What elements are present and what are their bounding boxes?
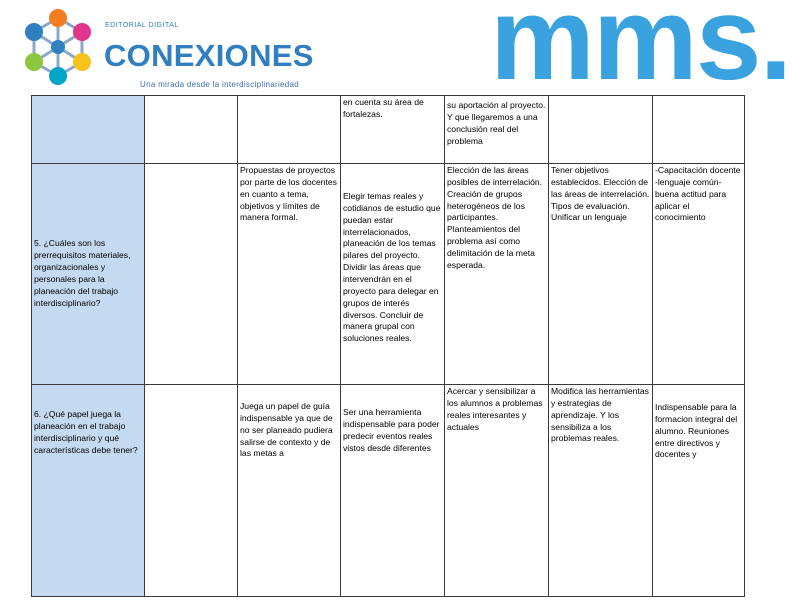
table-row bbox=[32, 164, 745, 385]
table-cell: Ser una herramienta indispensable para poder predecir eventos reales vistos desde diferentes bbox=[341, 385, 445, 597]
table-row bbox=[32, 385, 745, 597]
table-cell: Modifica las herramientas y estrategias de aprendizaje. Y los sensibiliza a los problemas reales. bbox=[549, 385, 653, 597]
table-cell: -Capacitación docente -lenguaje común-buena actitud para aplicar el conocimiento bbox=[653, 164, 745, 385]
table-cell: su aportación al proyecto. Y que llegaremos a una conclusión real del problema bbox=[445, 96, 549, 164]
question-cell bbox=[32, 96, 145, 164]
table-cell: en cuenta su área de fortalezas. bbox=[341, 96, 445, 164]
table-cell bbox=[238, 96, 341, 164]
table-cell: Acercar y sensibilizar a los alumnos a problemas reales interesantes y actuales bbox=[445, 385, 549, 597]
logo-node-center bbox=[51, 40, 65, 54]
logo-node-upper-right bbox=[73, 23, 91, 41]
logo-node-top bbox=[49, 9, 67, 27]
table-cell: Tener objetivos establecidos. Elección de las áreas de interrelación. Tipos de evaluación. Unificar un lenguaje bbox=[549, 164, 653, 385]
brand-title: CONEXIONES bbox=[104, 38, 314, 73]
table-cell bbox=[653, 96, 745, 164]
question-cell: 5. ¿Cuáles son los prerrequisitos materiales, organizacionales y personales para la planeación del trabajo interdisciplinario? bbox=[32, 164, 145, 385]
logo-node-lower-right bbox=[73, 53, 91, 71]
table-cell bbox=[549, 96, 653, 164]
logo-node-lower-left bbox=[25, 53, 43, 71]
table-cell bbox=[145, 385, 238, 597]
logo-node-upper-left bbox=[25, 23, 43, 41]
mms-watermark: mms. bbox=[490, 0, 791, 105]
question-cell: 6. ¿Qué papel juega la planeación en el trabajo interdisciplinario y qué características debe tener? bbox=[32, 385, 145, 597]
table-cell: Elegir temas reales y cotidianos de estudio que puedan estar interrelacionados, planeación de los temas pilares del proyecto. Dividir las áreas que intervendrán en el proyecto para delegar en grupos de interés diversos. Concluir de manera grupal con soluciones reales. bbox=[341, 164, 445, 385]
edition-label: EDITORIAL DIGITAL bbox=[105, 22, 179, 29]
table-cell bbox=[145, 164, 238, 385]
table-cell: Juega un papel de guía indispensable ya que de no ser planeado pudiera salirse de contexto y de las metas a bbox=[238, 385, 341, 597]
table-cell: Propuestas de proyectos por parte de los docentes en cuanto a tema, objetivos y límites de manera formal. bbox=[238, 164, 341, 385]
planning-table bbox=[31, 95, 745, 597]
brand-tagline: Una mirada desde la interdisciplinariedad bbox=[140, 80, 300, 89]
table-cell: Elección de las áreas posibles de interrelación. Creación de grupos heterogéneos de los participantes. Planteamientos del problema así como delimitación de la meta esperada. bbox=[445, 164, 549, 385]
logo-node-bottom bbox=[49, 67, 67, 85]
table-row bbox=[32, 96, 745, 164]
conexiones-logo bbox=[14, 4, 102, 90]
table-cell bbox=[145, 96, 238, 164]
table-cell: Indispensable para la formacion integral del alumno. Reuniones entre directivos y docentes y bbox=[653, 385, 745, 597]
